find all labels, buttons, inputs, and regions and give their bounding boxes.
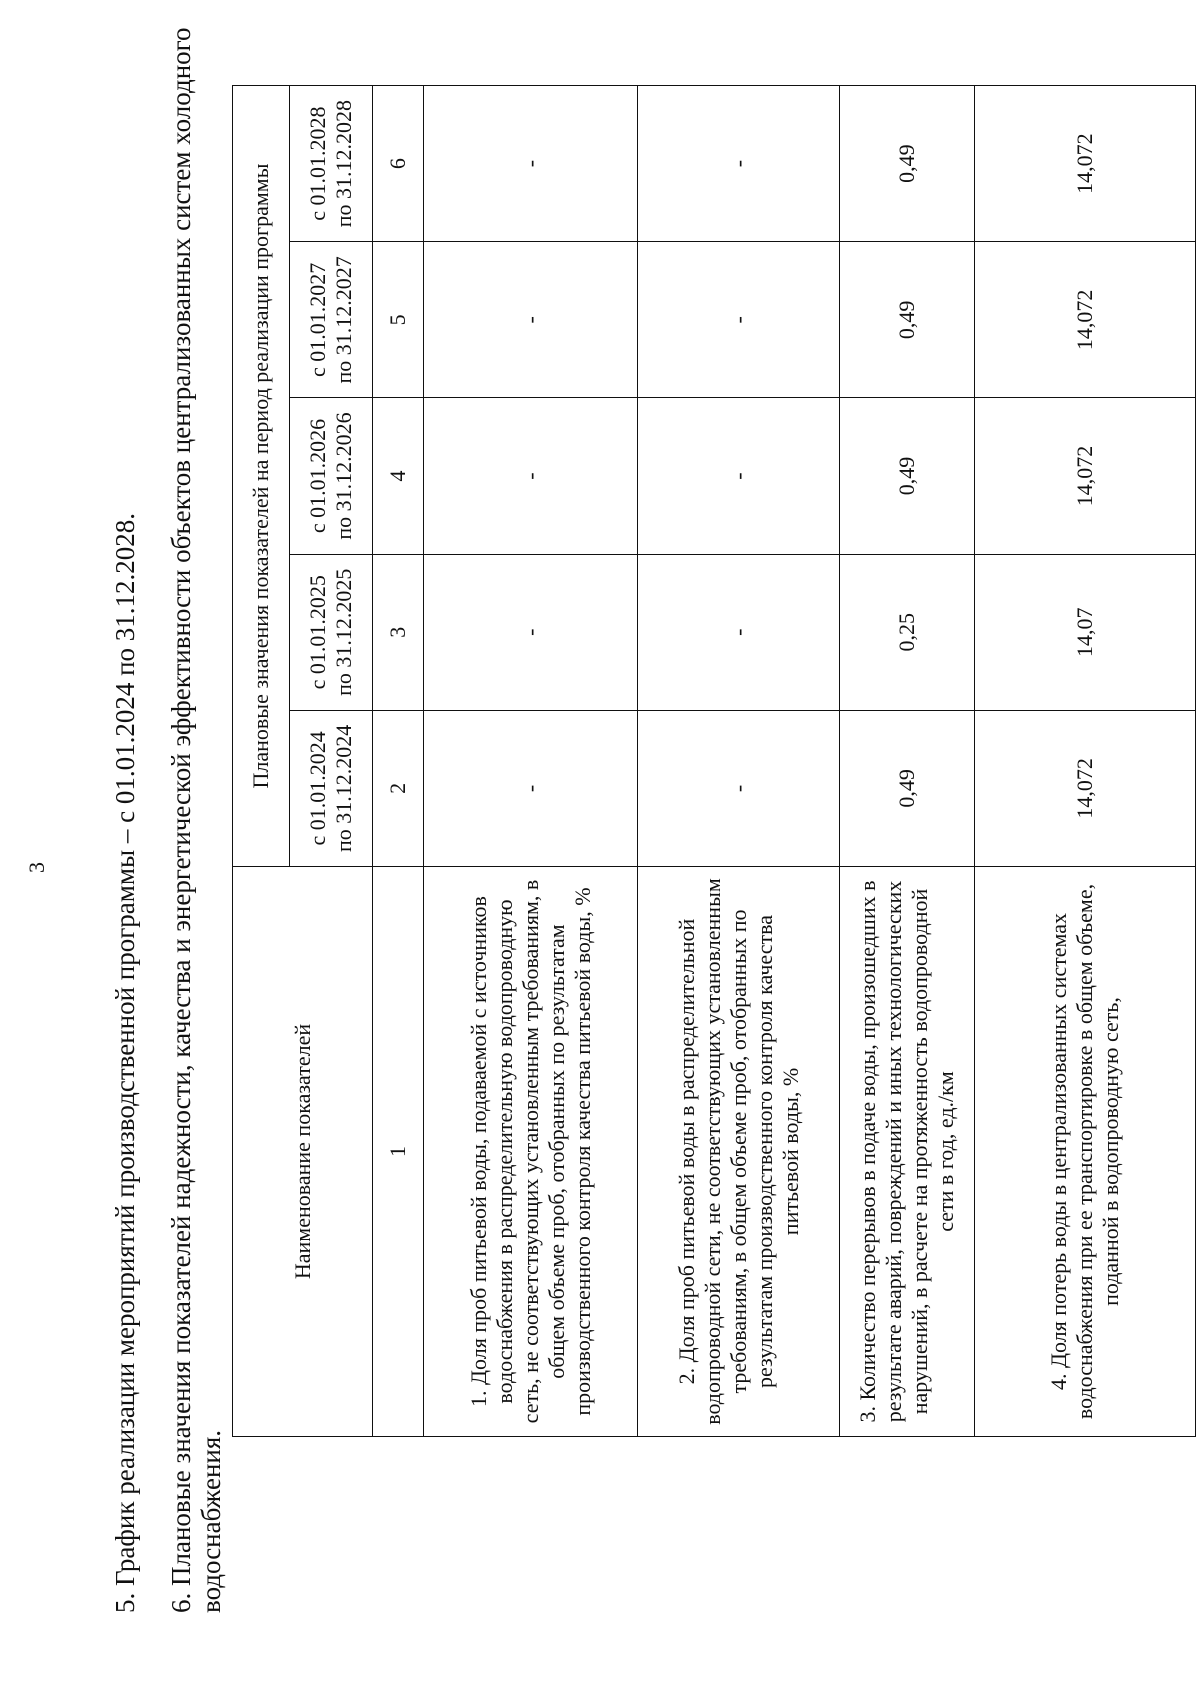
indicator-value: 14,072 <box>975 398 1196 554</box>
planned-values-group-header: Плановые значения показателей на период реализации программы <box>233 86 290 867</box>
column-number: 2 <box>373 710 424 866</box>
section-5-heading: 5. График реализации мероприятий производственной программы – с 01.01.2024 по 31.12.2028. <box>110 512 140 1613</box>
indicator-value: - <box>638 86 840 242</box>
table-header-row <box>233 86 290 1437</box>
indicator-value: - <box>424 242 638 398</box>
indicator-name: 2. Доля проб питьевой воды в распределительной водопроводной сети, не соответствующих установленным требованиям, в общем объеме проб, отобранных по результатам производственного контроля качества питьевой воды, % <box>638 867 840 1437</box>
period-header: с 01.01.2025 по 31.12.2025 <box>290 554 373 710</box>
indicator-value: 14,072 <box>975 710 1196 866</box>
name-column-header: Наименование показателей <box>233 867 373 1437</box>
indicator-value: 0,25 <box>840 554 975 710</box>
column-number: 1 <box>373 867 424 1437</box>
indicators-table <box>232 85 1196 1437</box>
indicator-value: - <box>638 398 840 554</box>
page-number: 3 <box>24 862 49 873</box>
indicator-value: - <box>424 554 638 710</box>
column-number-row <box>373 86 424 1437</box>
table-row <box>975 86 1196 1437</box>
indicator-value: 0,49 <box>840 242 975 398</box>
indicator-value: - <box>424 86 638 242</box>
table-row <box>424 86 638 1437</box>
period-header: с 01.01.2026 по 31.12.2026 <box>290 398 373 554</box>
indicator-value: 0,49 <box>840 710 975 866</box>
indicator-name: 1. Доля проб питьевой воды, подаваемой с источников водоснабжения в распределительную водопроводную сеть, не соответствующих установленным требованиям, в общем объеме проб, отобранных по результатам производственного контроля качества питьевой воды, % <box>424 867 638 1437</box>
indicator-value: 14,07 <box>975 554 1196 710</box>
indicator-value: - <box>424 398 638 554</box>
indicator-value: - <box>638 710 840 866</box>
indicator-value: 0,49 <box>840 86 975 242</box>
indicator-value: 14,072 <box>975 242 1196 398</box>
indicator-name: 4. Доля потерь воды в централизованных системах водоснабжения при ее транспортировке в общем объеме, поданной в водопроводную сеть, <box>975 867 1196 1437</box>
indicator-value: 14,072 <box>975 86 1196 242</box>
section-6-heading: 6. Плановые значения показателей надежности, качества и энергетической эффективности объектов централизованных систем холодного водоснабжения. <box>166 27 226 1613</box>
column-number: 4 <box>373 398 424 554</box>
indicator-name: 3. Количество перерывов в подаче воды, произошедших в результате аварий, повреждений и иных технологических нарушений, в расчете на протяженность водопроводной сети в год, ед./км <box>840 867 975 1437</box>
column-number: 5 <box>373 242 424 398</box>
period-header: с 01.01.2027 по 31.12.2027 <box>290 242 373 398</box>
column-number: 3 <box>373 554 424 710</box>
indicator-value: 0,49 <box>840 398 975 554</box>
period-header: с 01.01.2028 по 31.12.2028 <box>290 86 373 242</box>
table-row <box>840 86 975 1437</box>
column-number: 6 <box>373 86 424 242</box>
period-header: с 01.01.2024 по 31.12.2024 <box>290 710 373 866</box>
indicator-value: - <box>638 554 840 710</box>
table-row <box>638 86 840 1437</box>
indicator-value: - <box>638 242 840 398</box>
indicator-value: - <box>424 710 638 866</box>
